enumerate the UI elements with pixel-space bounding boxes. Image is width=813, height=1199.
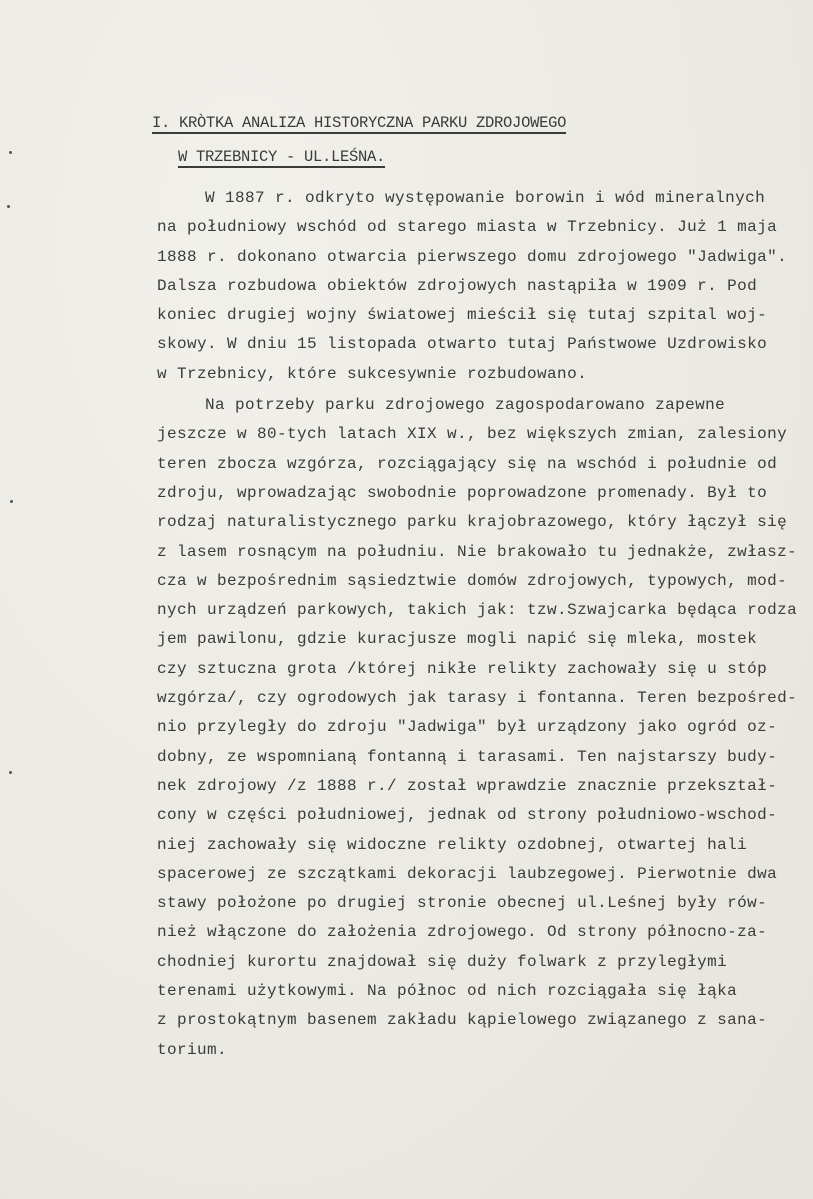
text-line: spacerowej ze szczątkami dekoracji laubzegowej. Pierwotnie dwa <box>157 864 778 883</box>
text-line: stawy położone po drugiej stronie obecnej ul.Leśnej były rów- <box>157 894 768 913</box>
text-line: cza w bezpośrednim sąsiedztwie domów zdrojowych, typowych, mod- <box>157 571 788 590</box>
heading-line-2: W TRZEBNICY - UL.LEŚNA. <box>178 148 386 166</box>
text-line: terenami użytkowymi. Na północ od nich rozciągała się łąka <box>157 982 738 1001</box>
margin-mark <box>10 500 13 503</box>
margin-mark <box>9 771 12 774</box>
paragraph <box>157 184 807 389</box>
text-line: torium. <box>157 1040 228 1059</box>
text-line: w Trzebnicy, które sukcesywnie rozbudowano. <box>157 364 588 383</box>
margin-mark <box>7 205 10 208</box>
text-line: nież włączone do założenia zdrojowego. Od strony północno-za- <box>157 923 768 942</box>
document-body <box>157 184 807 1067</box>
text-line: Dalsza rozbudowa obiektów zdrojowych nastąpiła w 1909 r. Pod <box>157 276 758 295</box>
text-line: Na potrzeby parku zdrojowego zagospodarowano zapewne <box>205 396 726 415</box>
margin-mark <box>9 151 12 154</box>
text-line: z prostokątnym basenem zakładu kąpielowego związanego z sana- <box>157 1011 768 1030</box>
text-line: czy sztuczna grota /której nikłe relikty zachowały się u stóp <box>157 659 768 678</box>
text-line: chodniej kurortu znajdował się duży folwark z przyległymi <box>157 952 728 971</box>
text-line: W 1887 r. odkryto występowanie borowin i wód mineralnych <box>205 189 766 207</box>
text-line: nio przyległy do zdroju "Jadwiga" był urządzony jako ogród oz- <box>157 718 778 737</box>
text-line: wzgórza/, czy ogrodowych jak tarasy i fontanna. Teren bezpośred- <box>157 689 798 708</box>
text-line: jeszcze w 80-tych latach XIX w., bez większych zmian, zalesiony <box>157 425 788 444</box>
text-line: nych urządzeń parkowych, takich jak: tzw.Szwajcarka będąca rodza <box>157 601 798 620</box>
text-line: na południowy wschód od starego miasta w Trzebnicy. Już 1 maja <box>157 218 778 237</box>
text-line: niej zachowały się widoczne relikty ozdobnej, otwartej hali <box>157 835 748 854</box>
text-line: skowy. W dniu 15 listopada otwarto tutaj Państwowe Uzdrowisko <box>157 335 768 354</box>
text-line: koniec drugiej wojny światowej mieścił się tutaj szpital woj- <box>157 306 768 325</box>
text-line: rodzaj naturalistycznego parku krajobrazowego, który łączył się <box>157 513 788 532</box>
text-line: jem pawilonu, gdzie kuracjusze mogli napić się mleka, mostek <box>157 630 758 649</box>
text-line: 1888 r. dokonano otwarcia pierwszego domu zdrojowego "Jadwiga". <box>157 247 788 266</box>
text-line: z lasem rosnącym na południu. Nie brakowało tu jednakże, zwłasz- <box>157 542 798 561</box>
text-line: teren zbocza wzgórza, rozciągający się na wschód i południe od <box>157 454 778 473</box>
text-line: cony w części południowej, jednak od strony południowo-wschod- <box>157 806 778 825</box>
text-line: zdroju, wprowadzając swobodnie poprowadzone promenady. Był to <box>157 483 768 502</box>
heading-line-1: I. KRÒTKA ANALIZA HISTORYCZNA PARKU ZDROJOWEGO <box>152 114 567 132</box>
section-heading <box>152 106 566 174</box>
paragraph <box>157 391 807 1065</box>
text-line: nek zdrojowy /z 1888 r./ został wprawdzie znacznie przekształ- <box>157 776 778 795</box>
text-line: dobny, ze wspomnianą fontanną i tarasami. Ten najstarszy budy- <box>157 747 778 766</box>
